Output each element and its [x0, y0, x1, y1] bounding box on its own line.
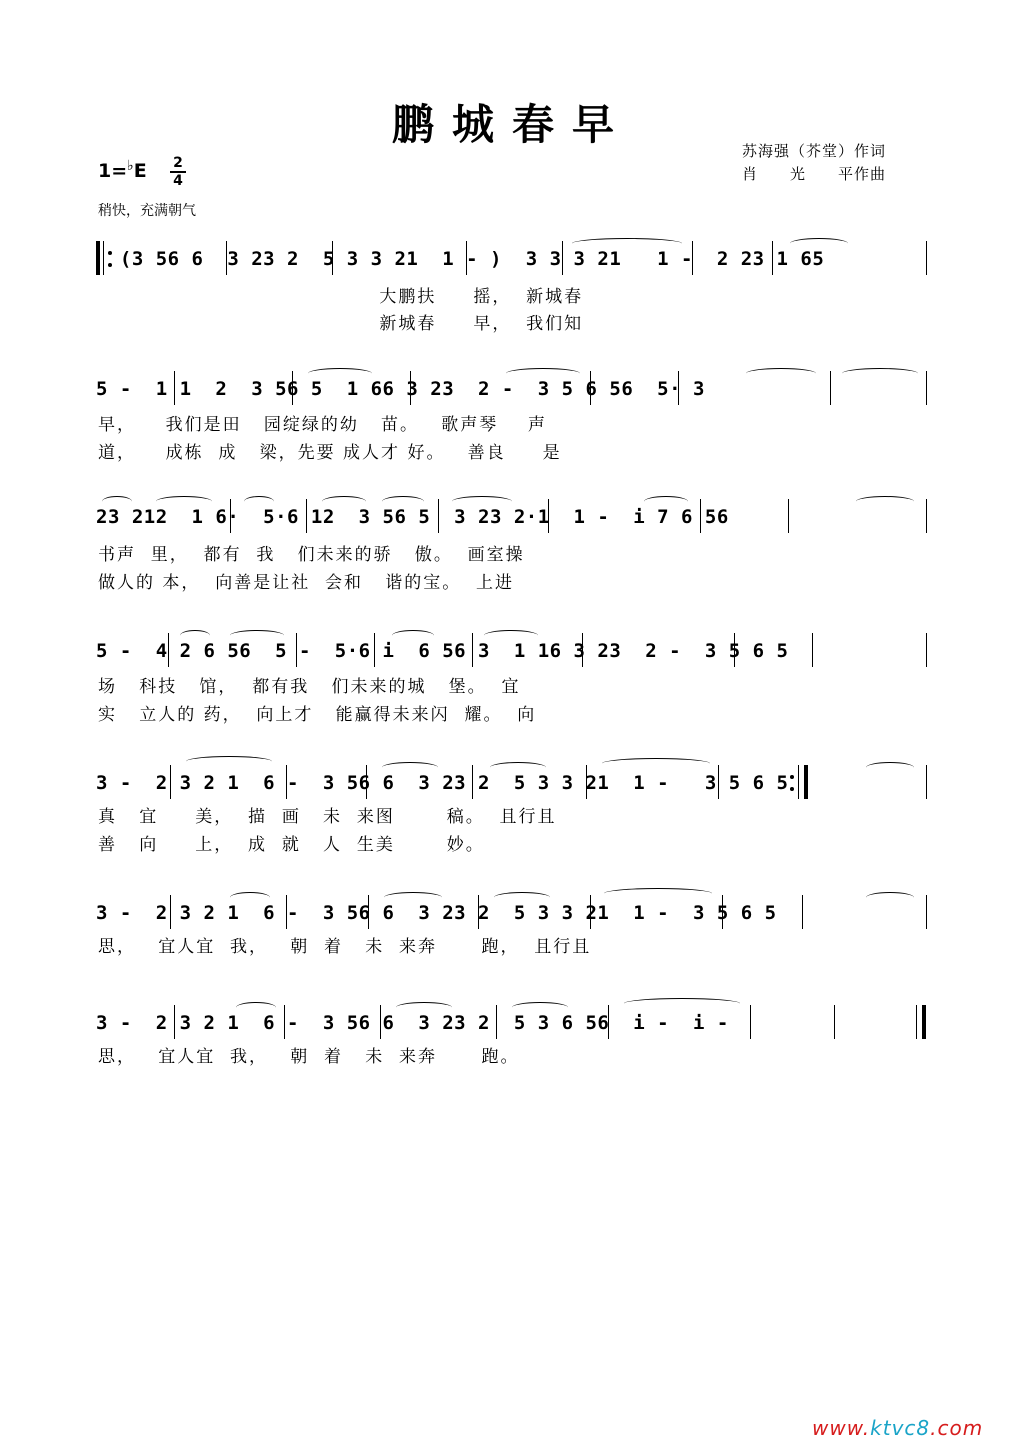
jianpu-notes: 23 212 1 6· 5·6 12 3 56 5 3 23 2·1 1 - i 7 6 56 — [96, 506, 729, 528]
lyric-verse-1: 书声 里， 都有 我 们未来的骄 傲。 画室操 — [98, 545, 525, 565]
time-numerator: 2 — [173, 155, 183, 171]
slur — [790, 238, 848, 249]
watermark — [812, 1416, 983, 1440]
slur — [156, 496, 212, 507]
lyric-verse-1: 早， 我们是田 园绽绿的幼 苗。 歌声琴 声 — [98, 415, 547, 435]
slur — [604, 888, 712, 899]
lyric-verse-2: 善 向 上， 成 就 人 生美 妙。 — [98, 835, 485, 855]
slur — [866, 762, 914, 773]
slur — [308, 368, 372, 379]
lyric-verse-1: 思， 宜人宜 我， 朝 着 未 来奔 跑。 — [98, 1047, 520, 1067]
slur — [866, 892, 914, 903]
slur — [746, 368, 816, 379]
flat-sign: ♭ — [127, 158, 134, 174]
lyric-verse-1: 真 宜 美， 描 画 未 来图 稿。 且行且 — [98, 807, 557, 827]
slur — [452, 496, 512, 507]
slur — [494, 892, 550, 903]
lyric-verse-1: 场 科技 馆， 都有我 们未来的城 堡。 宜 — [98, 677, 521, 697]
slur — [512, 1002, 568, 1013]
lyric-verse-1: 大鹏扶 摇， 新城春 — [98, 287, 584, 307]
slur — [236, 1002, 276, 1013]
key-signature — [98, 160, 147, 182]
slur — [624, 998, 740, 1009]
slur — [644, 496, 688, 507]
lyric-verse-2: 做人的 本， 向善是让社 会和 谐的宝。 上进 — [98, 573, 515, 593]
slur — [602, 758, 710, 769]
time-signature — [170, 156, 186, 188]
jianpu-notes: 5 - 4 2 6 56 5 - 5·6 i 6 56 3 1 16 3 23 2 - 3 5 6 5 — [96, 640, 789, 662]
slur — [180, 630, 210, 641]
jianpu-notes: (3 56 6 3 23 2 5 3 3 21 1 - ) 3 3 3 21 1 - 2 23 1 65 — [96, 248, 825, 270]
lyric-verse-2: 实 立人的 药， 向上才 能赢得未来闪 耀。 向 — [98, 705, 537, 725]
slur — [244, 496, 274, 507]
slur — [842, 368, 918, 379]
jianpu-notes: 3 - 2 3 2 1 6 - 3 56 6 3 23 2 5 3 3 21 1 - 3 5 6 5 — [96, 772, 789, 794]
slur — [392, 630, 434, 641]
watermark-prefix: www. — [812, 1416, 871, 1440]
tempo-marking: 稍快，充满朝气 — [98, 202, 196, 218]
composer-credit: 肖 光 平作曲 — [742, 165, 887, 183]
slur — [384, 892, 442, 903]
key-note: E — [133, 160, 147, 182]
time-denominator: 4 — [173, 173, 183, 189]
slur — [396, 1002, 452, 1013]
slur — [506, 368, 580, 379]
slur — [382, 762, 438, 773]
slur — [490, 762, 546, 773]
jianpu-notes: 5 - 1 1 2 3 56 5 1 66 3 23 2 - 3 5 6 56 5· 3 — [96, 378, 705, 400]
watermark-suffix: .com — [930, 1416, 984, 1440]
slur — [484, 630, 538, 641]
lyric-verse-1: 思， 宜人宜 我， 朝 着 未 来奔 跑， 且行且 — [98, 937, 592, 957]
key-prefix: 1= — [98, 160, 128, 182]
slur — [230, 892, 270, 903]
song-title: 鹏城春早 — [391, 100, 632, 149]
slur — [856, 496, 914, 507]
lyric-verse-2: 新城春 早， 我们知 — [98, 314, 584, 334]
slur — [102, 496, 132, 507]
lyricist-credit: 苏海强（芥堂）作词 — [742, 142, 887, 160]
slur — [572, 238, 682, 249]
watermark-domain: ktvc8 — [870, 1416, 931, 1440]
lyric-verse-2: 道， 成栋 成 梁，先要 成人才 好。 善良 是 — [98, 443, 562, 463]
slur — [186, 756, 272, 767]
slur — [322, 496, 366, 507]
slur — [382, 496, 424, 507]
jianpu-notes: 3 - 2 3 2 1 6 - 3 56 6 3 23 2 5 3 6 56 i - i - — [96, 1012, 729, 1034]
jianpu-notes: 3 - 2 3 2 1 6 - 3 56 6 3 23 2 5 3 3 21 1 - 3 5 6 5 — [96, 902, 777, 924]
slur — [230, 630, 284, 641]
